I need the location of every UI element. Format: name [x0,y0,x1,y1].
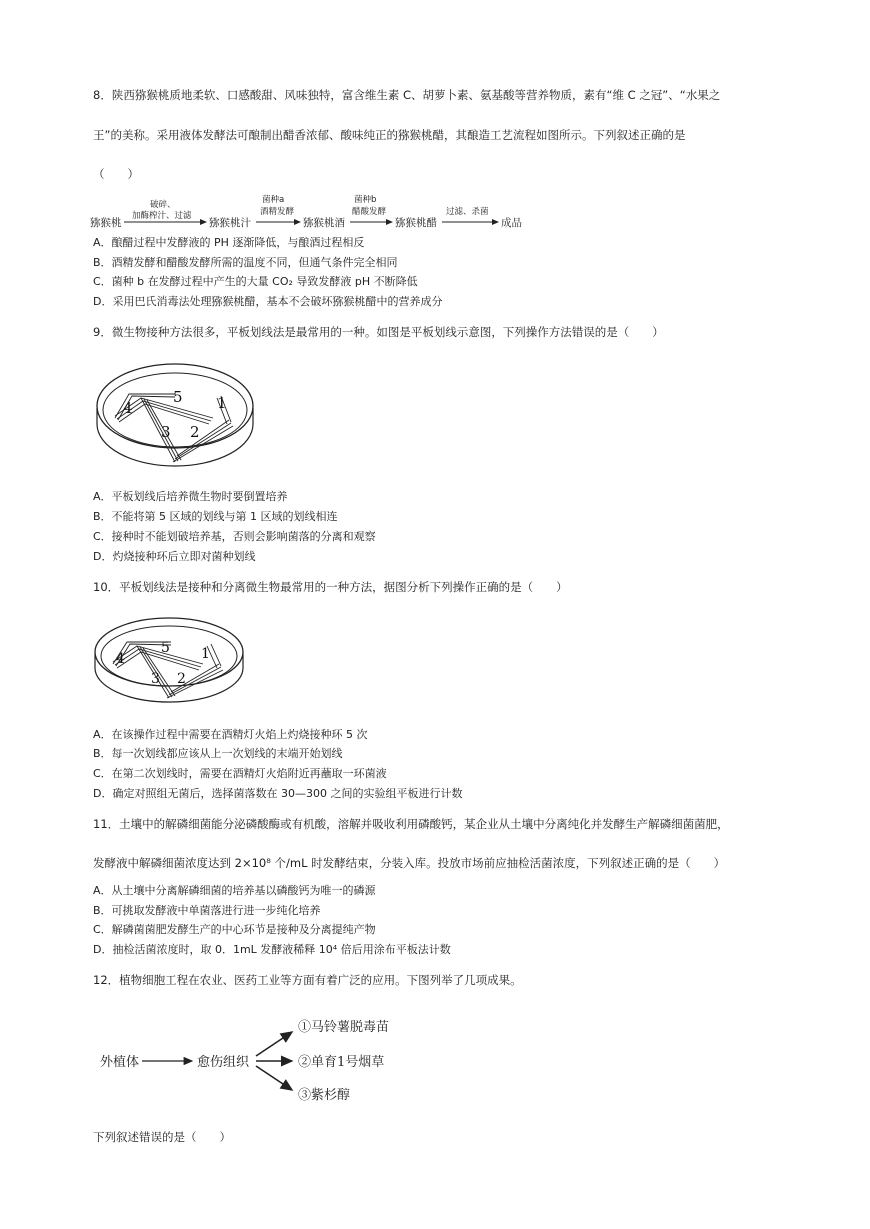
flow-step3-bottom: 醋酸发酵 [352,207,387,217]
flow-node-vinegar: 猕猴桃醋 [395,217,437,229]
q12-outcome-1: ①马铃薯脱毒苗 [298,1020,390,1035]
q11-option-a: A．从土壤中分离解磷细菌的培养基以磷酸钙为唯一的磷源 [93,884,376,897]
q9-zone-label-3: 3 [161,423,171,441]
q8-process-flow-diagram [88,190,538,234]
q8-stem-line1: 8．陕西猕猴桃质地柔软、口感酸甜、风味独特，富含维生素 C、胡萝卜素、氨基酸等营养物质，素有“维 C 之冠”、“水果之 [93,88,721,102]
q9-zone-label-1: 1 [217,394,227,412]
q11-stem-line1: 11．土壤中的解磷细菌能分泌磷酸酶或有机酸，溶解并吸收利用磷酸钙，某企业从土壤中分离纯化并发酵生产解磷细菌菌肥， [93,817,729,831]
q10-option-c: C．在第二次划线时，需要在酒精灯火焰附近再蘸取一环菌液 [93,767,387,780]
q11-stem-line2: 发酵液中解磷细菌浓度达到 2×10⁸ 个/mL 时发酵结束，分装入库。投放市场前应抽检活菌浓度，下列叙述正确的是（ ） [93,856,726,870]
q12-node-callus: 愈伤组织 [197,1055,250,1070]
q8-option-d: D．采用巴氏消毒法处理猕猴桃醋，基本不会破坏猕猴桃醋中的营养成分 [93,295,443,308]
q10-zone-label-1: 1 [201,646,210,662]
q9-zone-label-2: 2 [190,423,200,441]
q12-node-explant: 外植体 [100,1055,140,1070]
q10-option-b: B．每一次划线都应该从上一次划线的末端开始划线 [93,747,343,760]
q8-option-b: B．酒精发酵和醋酸发酵所需的温度不同，但通气条件完全相同 [93,256,398,269]
q10-zone-label-3: 3 [151,671,160,687]
q10-option-a: A．在该操作过程中需要在酒精灯火焰上灼烧接种环 5 次 [93,728,368,741]
q9-option-b: B．不能将第 5 区域的划线与第 1 区域的划线相连 [93,510,338,523]
q9-option-c: C．接种时不能划破培养基，否则会影响菌落的分离和观察 [93,530,376,543]
q10-zone-label-5: 5 [161,640,170,656]
flow-step3-top: 菌种b [354,195,377,205]
flow-step2-top: 菌种a [262,195,285,205]
flow-step1-top: 破碎、 [150,200,176,210]
q8-option-a: A．酿醋过程中发酵液的 PH 逐渐降低，与酿酒过程相反 [93,236,365,249]
q12-plant-tissue-diagram [96,1010,396,1110]
q12-outcome-3: ③紫杉醇 [298,1088,351,1103]
q11-option-b: B．可挑取发酵液中单菌落进行进一步纯化培养 [93,904,321,917]
q12-outcome-2: ②单育1号烟草 [298,1055,385,1070]
flow-node-product: 成品 [501,217,522,229]
q11-option-c: C．解磷菌菌肥发酵生产的中心环节是接种及分离提纯产物 [93,923,376,936]
q9-stem: 9．微生物接种方法很多，平板划线法是最常用的一种。如图是平板划线示意图，下列操作方法错误的是（ ） [93,325,664,339]
q10-streak-plate-diagram [91,612,251,708]
flow-step1-bottom: 加酶榨汁、过滤 [132,211,192,221]
q12-follow-up: 下列叙述错误的是（ ） [93,1130,231,1144]
q8-answer-paren: （ ） [93,167,139,181]
q9-streak-plate-diagram [93,358,263,474]
q10-option-d: D．确定对照组无菌后，选择菌落数在 30—300 之间的实验组平板进行计数 [93,787,463,800]
q9-zone-label-4: 4 [123,399,133,417]
q12-stem: 12．植物细胞工程在农业、医药工业等方面有着广泛的应用。下图列举了几项成果。 [93,973,522,987]
flow-node-juice: 猕猴桃汁 [209,217,251,229]
q9-option-a: A．平板划线后培养微生物时要倒置培养 [93,490,288,503]
q10-zone-label-2: 2 [177,671,186,687]
q9-option-d: D．灼烧接种环后立即对菌种划线 [93,550,256,563]
flow-node-wine: 猕猴桃酒 [303,217,345,229]
q9-zone-label-5: 5 [173,388,183,406]
q11-option-d: D．抽检活菌浓度时，取 0．1mL 发酵液稀释 10⁴ 倍后用涂布平板法计数 [93,943,451,956]
flow-step2-bottom: 酒精发酵 [260,207,295,217]
q8-option-c: C．菌种 b 在发酵过程中产生的大量 CO₂ 导致发酵液 pH 不断降低 [93,275,418,288]
q10-zone-label-4: 4 [116,651,125,667]
flow-step4: 过滤、杀菌 [446,207,489,217]
q10-stem: 10．平板划线法是接种和分离微生物最常用的一种方法，据图分析下列操作正确的是（ ） [93,580,568,594]
q8-stem-line2: 王”的美称。采用液体发酵法可酿制出醋香浓郁、酸味纯正的猕猴桃醋，其酿造工艺流程如图所示。下列叙述正确的是 [93,128,686,142]
flow-node-kiwi: 猕猴桃 [90,217,122,229]
